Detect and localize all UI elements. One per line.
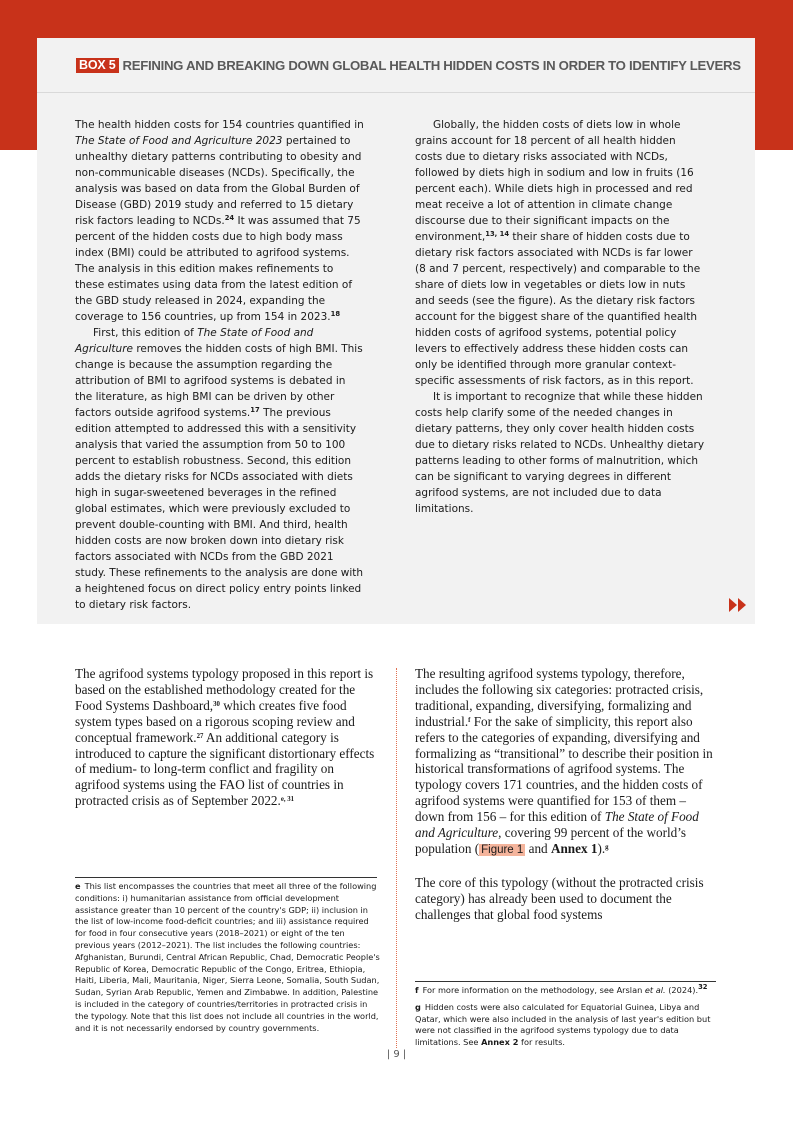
body-paragraph: The core of this typology (without the protracted crisis category) has already been used to document the challenges that global food systems — [415, 874, 704, 922]
footnote-mark: e — [75, 881, 81, 891]
footnote-rule — [75, 877, 377, 878]
reference-marker: 18 — [330, 310, 341, 318]
footnote-f: f For more information on the methodology, see Arslan et al. (2024).$^{32}$ — [415, 983, 708, 995]
reference-marker: 27 — [196, 732, 204, 740]
box-header — [37, 38, 755, 93]
box-tag: BOX 5 — [76, 58, 119, 73]
body-paragraph: The agrifood systems typology proposed in this report is based on the established methodology created for the Food Systems Dashboard,$^{30}$ which creates five food system types based on a rigorous scoping review and conceptual framework.$^{27}$ An additional category is introduced to capture the significant distortionary effects of medium- to long-term conflict and fragility on agrifood systems using the FAO list of countries in protracted crisis as of September 2022.$^{e, 31}$ — [75, 666, 375, 809]
reference-marker: 17 — [250, 406, 260, 414]
footnote-marker: g — [605, 843, 609, 851]
body-column-right — [415, 666, 715, 923]
box-column-right — [415, 117, 705, 517]
reference-marker: 30 — [213, 700, 220, 708]
box-paragraph: It is important to recognize that while these hidden costs help clarify some of the needed changes in dietary patterns, they only cover health hidden costs due to dietary risks related to NCDs. Unhealthy dietary patterns leading to other forms of malnutrition, which can be significant to varying degrees in different agrifood systems, are not included due to data limitations. — [415, 391, 705, 515]
footnote-mark: f — [415, 985, 419, 995]
reference-marker: 24 — [224, 214, 235, 222]
box-paragraph: The health hidden costs for 154 countries quantified in The State of Food and Agriculture 2023 pertained to unhealthy dietary patterns contributing to obesity and non-communicable diseases (NCDs). Specifically, the analysis was based on data from the Global Burden of Disease (GBD) 2019 study and referred to 15 dietary risk factors leading to NCDs.$^{24}$ It was assumed that 75 percent of the hidden costs due to high body mass index (BMI) could be attributed to agrifood systems. The analysis in this edition makes refinements to these estimates using data from the latest edition of the GBD study released in 2024, expanding the coverage to 156 countries, up from 154 in 2023.18 — [75, 119, 364, 323]
footnote-marker: f — [468, 716, 471, 724]
annex-1-link[interactable]: Annex 1 — [550, 840, 598, 856]
box-title: REFINING AND BREAKING DOWN GLOBAL HEALTH HIDDEN COSTS IN ORDER TO IDENTIFY LEVERS — [122, 57, 741, 73]
reference-marker: 13, 14 — [485, 230, 510, 238]
reference-marker: e, 31 — [280, 796, 295, 804]
footnote-g: g Hidden costs were also calculated for Equatorial Guinea, Libya and Qatar, which were also included in the analysis of last year's edition but were not classified in the agrifood systems typology due to data limitations. See Annex 2 for results. — [415, 1001, 711, 1048]
footnotes-right — [415, 985, 720, 1054]
body-paragraph: The resulting agrifood systems typology, therefore, includes the following six categories: protracted crisis, traditional, expanding, diversifying, formalizing and industrial.$^f$ For the sake of simplicity, this report also refers to the categories of expanding, diversifying and formalizing as “transitional” to describe their position in historical transformations of agrifood systems. The typology covers 171 countries, and the hidden costs of agrifood systems were quantified for 153 of them – down from 156 – for this edition of The State of Food and Agriculture, covering 99 percent of the world’s population ( Figure 1 and Annex 1).$^g$ — [415, 666, 713, 856]
footnote-rule — [415, 981, 716, 982]
footnote-mark: g — [415, 1001, 421, 1012]
body-column-left — [75, 666, 375, 809]
footnote-e: e This list encompasses the countries that meet all three of the following conditions: i) humanitarian assistance from official development assistance greater than 10 percent of the country's GDP; ii) inclusion in the list of low-income food-deficit countries; and iii) assistance required for food in four consecutive years (2018–2021) or eight of the ten previous years (2012–2021). The list includes the following countries: Afghanistan, Burundi, Central African Republic, Chad, Democratic People's Republic of Korea, Democratic Republic of the Congo, Eritrea, Ethiopia, Haiti, Liberia, Mali, Mauritania, Niger, Sierra Leone, Somalia, South Sudan, Sudan, Syrian Arab Republic, Yemen and Zimbabwe. In addition, Palestine is included in the category of countries/territories in protracted crisis in the typology. Note that this list does not include all countries in the world, and it is not necessarily endorsed by country governments. — [75, 881, 380, 1033]
double-chevron-right-icon[interactable] — [728, 597, 748, 613]
box-paragraph: First, this edition of The State of Food and Agriculture removes the hidden costs of high BMI. This change is because the assumption regarding the attribution of BMI to agrifood systems is debated in the literature, as high BMI can be driven by other factors outside agrifood systems.$^{17}$ The previous edition attempted to addressed this with a sensitivity analysis that varied the assumption from 50 to 100 percent to establish robustness. Second, this edition adds the dietary risks for NCDs associated with diets high in sugar-sweetened beverages in the refined global estimates, which were previously excluded to prevent double-counting with BMI. And third, health hidden costs are now broken down into dietary risk factors associated with NCDs from the GBD 2021 study. These refinements to the analysis are done with a heightened focus on direct policy entry points linked to dietary risk factors. — [75, 327, 364, 611]
figure-1-link[interactable]: Figure 1 — [481, 843, 524, 856]
box-paragraph: Globally, the hidden costs of diets low in whole grains account for 18 percent of all health hidden costs due to dietary risks associated with NCDs, followed by diets high in sodium and low in fruits (16 percent each). While diets high in processed and red meat receive a lot of attention in climate change discourse due to their significant impacts on the environment,$^{13, 14}$ their share of hidden costs due to dietary risk factors associated with NCDs is far lower (8 and 7 percent, respectively) and comparable to the share of diets low in vegetables or diets low in nuts and seeds (see the figure). As the dietary risk factors account for the biggest share of the quantified health hidden costs of agrifood systems, potential policy levers to effectively address these hidden costs can only be identified through more granular context-specific assessments of risk factors, as in this report. — [415, 119, 701, 387]
annex-2-link[interactable]: Annex 2 — [481, 1037, 519, 1048]
page-number: | 9 | — [386, 1049, 407, 1060]
reference-marker: 32 — [698, 983, 708, 991]
box-column-left — [75, 117, 365, 613]
column-divider — [396, 668, 397, 1048]
